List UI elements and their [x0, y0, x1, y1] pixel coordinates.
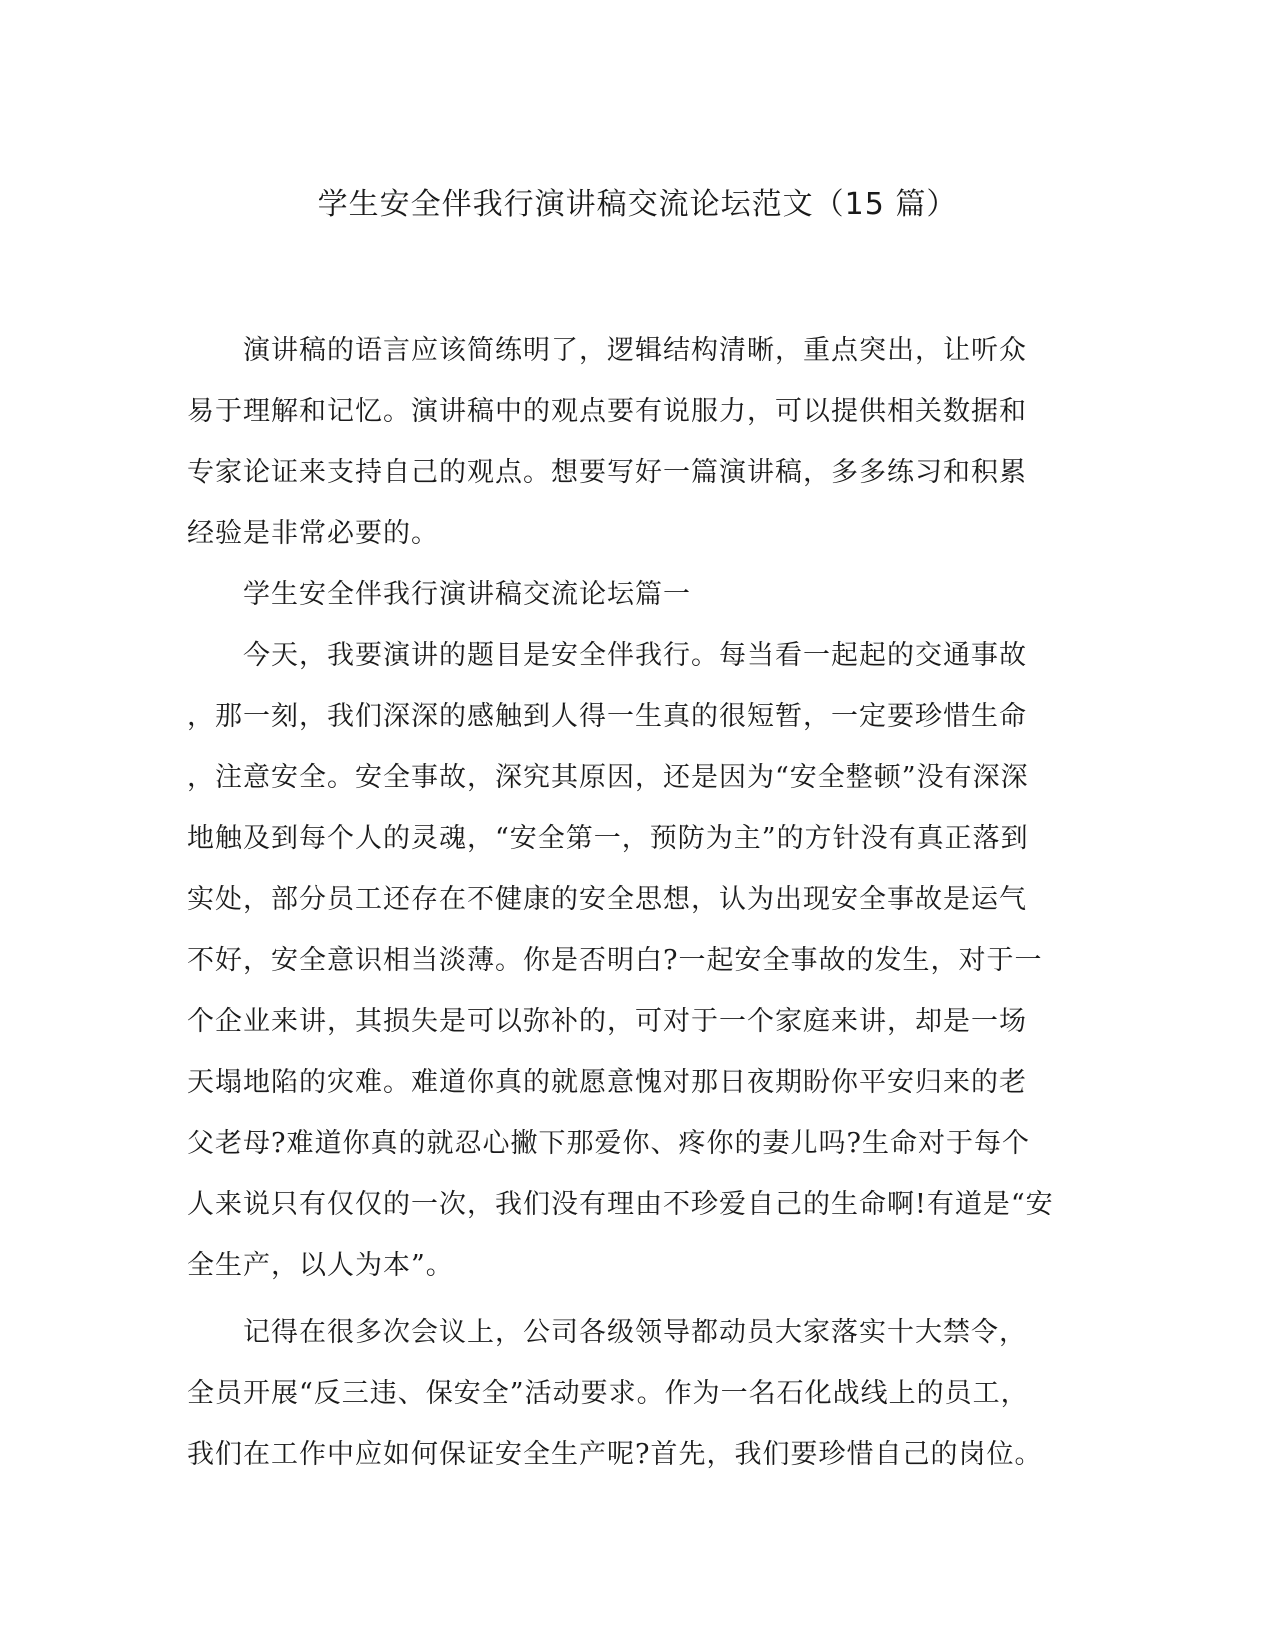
paragraph-line: 全员开展“反三违、保安全”活动要求。作为一名石化战线上的员工，	[187, 1378, 1029, 1409]
section-heading: 学生安全伴我行演讲稿交流论坛篇一	[187, 579, 691, 610]
paragraph-line: 记得在很多次会议上，公司各级领导都动员大家落实十大禁令，	[187, 1317, 1027, 1348]
paragraph-line: 实处，部分员工还存在不健康的安全思想，认为出现安全事故是运气	[187, 884, 1027, 915]
intro-line: 易于理解和记忆。演讲稿中的观点要有说服力，可以提供相关数据和	[187, 396, 1027, 427]
paragraph-line: 父老母?难道你真的就忍心撇下那爱你、疼你的妻儿吗?生命对于每个	[187, 1128, 1030, 1159]
paragraph-line: 我们在工作中应如何保证安全生产呢?首先，我们要珍惜自己的岗位。	[187, 1439, 1043, 1470]
document-body	[187, 320, 1087, 1485]
document-title: 学生安全伴我行演讲稿交流论坛范文（15 篇）	[317, 187, 958, 222]
paragraph-line: 地触及到每个人的灵魂，“安全第一，预防为主”的方针没有真正落到	[187, 823, 1029, 854]
paragraph-line: 今天，我要演讲的题目是安全伴我行。每当看一起起的交通事故	[187, 640, 1027, 671]
paragraph-line: 个企业来讲，其损失是可以弥补的，可对于一个家庭来讲，却是一场	[187, 1006, 1027, 1037]
paragraph-line: ，注意安全。安全事故，深究其原因，还是因为“安全整顿”没有深深	[187, 762, 1029, 793]
intro-line: 经验是非常必要的。	[187, 518, 439, 549]
intro-line: 专家论证来支持自己的观点。想要写好一篇演讲稿，多多练习和积累	[187, 457, 1027, 488]
paragraph-line: ，那一刻，我们深深的感触到人得一生真的很短暂，一定要珍惜生命	[187, 701, 1027, 732]
paragraph-line: 天塌地陷的灾难。难道你真的就愿意愧对那日夜期盼你平安归来的老	[187, 1067, 1027, 1098]
paragraph-line: 全生产，以人为本”。	[187, 1250, 454, 1281]
paragraph-line: 人来说只有仅仅的一次，我们没有理由不珍爱自己的生命啊!有道是“安	[187, 1189, 1054, 1220]
paragraph-line: 不好，安全意识相当淡薄。你是否明白?一起安全事故的发生，对于一	[187, 945, 1043, 976]
intro-line: 演讲稿的语言应该简练明了，逻辑结构清晰，重点突出，让听众	[187, 335, 1027, 366]
